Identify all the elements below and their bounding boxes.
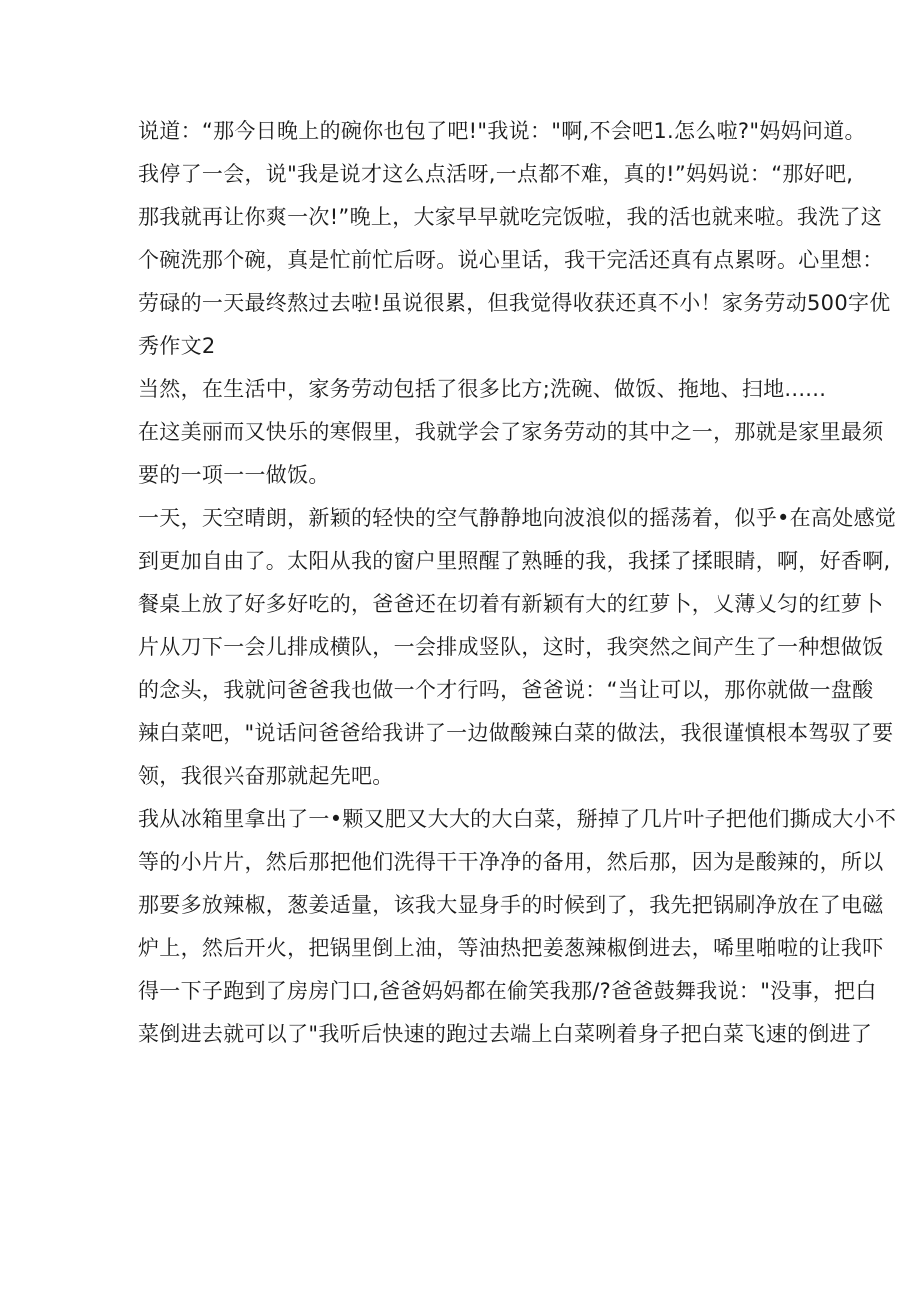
text-line: 我停了一会，说"我是说才这么点活呀,一点都不难，真的!”妈妈说：“那好吧,	[138, 162, 854, 186]
text-line: 餐桌上放了好多好吃的，爸爸还在切着有新颖有大的红萝卜，乂薄乂匀的红萝卜	[138, 592, 884, 616]
text-line: 那我就再让你爽一次!”晚上，大家早早就吃完饭啦，我的活也就来啦。我洗了这	[138, 205, 883, 229]
text-line: 个碗洗那个碗，真是忙前忙后呀。说心里话，我干完活还真有点累呀。心里想：	[138, 248, 884, 272]
text-line: 片从刀下一会儿排成横队，一会排成竖队，这时，我突然之间产生了一种想做饭	[138, 635, 884, 659]
text-line: 等的小片片，然后那把他们洗得干干净净的备用，然后那，因为是酸辣的，所以	[138, 850, 884, 874]
text-line: 辣白菜吧，"说话问爸爸给我讲了一边做酸辣白菜的做法，我很谨慎根本驾驭了要	[138, 721, 894, 745]
text-line: 到更加自由了。太阳从我的窗户里照醒了熟睡的我，我揉了揉眼睛，啊，好香啊,	[138, 549, 891, 573]
text-line: 一天，天空晴朗，新颖的轻快的空气静静地向波浪似的摇荡着，似乎•在高处感觉	[138, 506, 897, 530]
text-line: 在这美丽而又快乐的寒假里，我就学会了家务劳动的其中之一，那就是家里最须	[138, 420, 884, 444]
text-line: 那要多放辣椒，葱姜适量，该我大显身手的时候到了，我先把锅刷净放在了电磁	[138, 893, 884, 917]
text-line: 秀作文2	[138, 334, 216, 358]
text-line: 菜倒进去就可以了"我听后快速的跑过去端上白菜咧着身子把白菜飞速的倒进了	[138, 1022, 873, 1046]
text-line: 得一下子跑到了房房门口,爸爸妈妈都在偷笑我那/?爸爸鼓舞我说："没事，把白	[138, 979, 877, 1003]
text-line: 要的一项一一做饭。	[138, 463, 330, 487]
text-line: 我从冰箱里拿出了一•颗又肥又大大的大白菜，掰掉了几片叶子把他们撕成大小不	[138, 807, 897, 831]
text-line: 劳碌的一天最终熬过去啦!虽说很累，但我觉得收获还真不小！家务劳动500字优	[138, 291, 891, 315]
essay-body	[138, 110, 897, 1056]
text-line: 领，我很兴奋那就起先吧。	[138, 764, 394, 788]
text-line: 的念头，我就问爸爸我也做一个才行吗，爸爸说：“当让可以，那你就做一盘酸	[138, 678, 874, 702]
text-line: 说道：“那今日晚上的碗你也包了吧!"我说："啊,不会吧1.怎么啦?"妈妈问道。	[138, 119, 866, 143]
text-line: 当然，在生活中，家务劳动包括了很多比方;洗碗、做饭、拖地、扫地......	[138, 377, 827, 401]
text-line: 炉上，然后开火，把锅里倒上油，等油热把姜葱辣椒倒进去，唏里啪啦的让我吓	[138, 936, 884, 960]
